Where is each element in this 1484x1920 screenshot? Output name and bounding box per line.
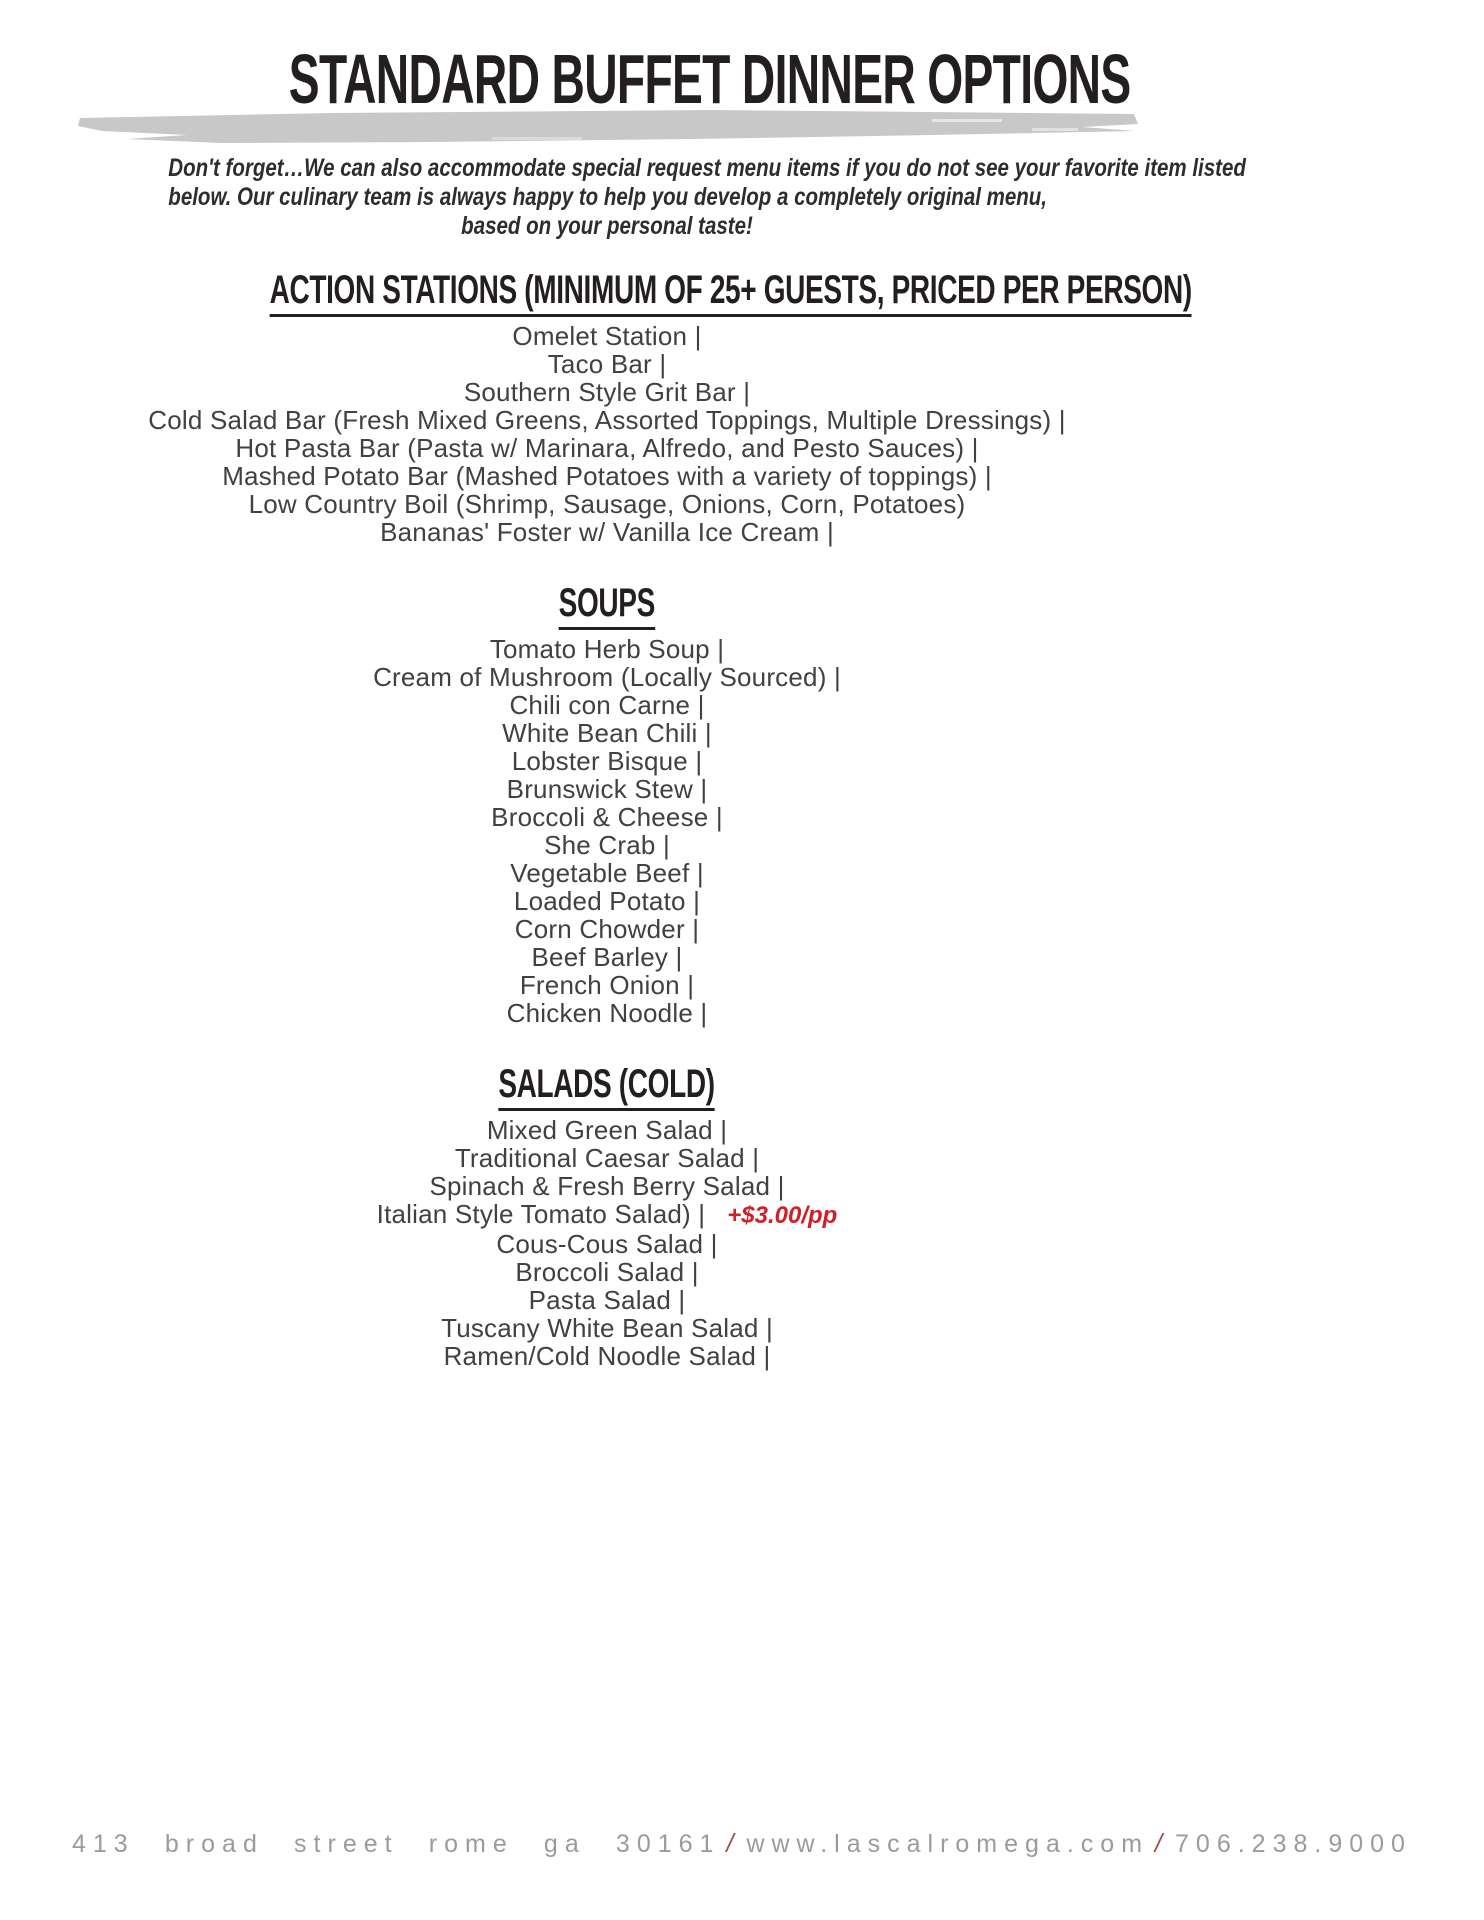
section-heading xyxy=(72,580,1142,630)
menu-content-column xyxy=(72,0,1246,1371)
menu-item-text: Corn Chowder | xyxy=(514,914,700,944)
footer-address: 413 broad street rome ga 30161 xyxy=(72,1830,721,1858)
menu-item xyxy=(72,1286,1142,1314)
section-heading xyxy=(72,1061,1142,1111)
menu-item xyxy=(72,462,1142,490)
menu-item-text: Southern Style Grit Bar | xyxy=(463,377,751,407)
menu-item-price: +$3.00/pp xyxy=(727,1202,838,1229)
footer xyxy=(72,1828,1412,1859)
menu-item xyxy=(72,490,1142,518)
section-heading-text: SOUPS xyxy=(559,580,655,630)
menu-sections xyxy=(72,267,1192,1371)
title-block xyxy=(72,38,1142,150)
menu-item xyxy=(72,887,1142,915)
menu-item xyxy=(72,1144,1142,1172)
menu-item-text: Broccoli & Cheese | xyxy=(491,802,723,832)
menu-section xyxy=(72,580,1142,1027)
intro-line: Don't forget…We can also accommodate special request menu items if you do not see your favorite item listed xyxy=(168,154,1246,182)
menu-item xyxy=(72,831,1142,859)
menu-item-text: Brunswick Stew | xyxy=(506,774,708,804)
intro-paragraph xyxy=(72,154,1246,241)
menu-item xyxy=(72,803,1142,831)
menu-item xyxy=(72,1200,1142,1230)
menu-item-text: Broccoli Salad | xyxy=(515,1257,699,1287)
menu-item-text: She Crab | xyxy=(544,830,670,860)
menu-item-text: Low Country Boil (Shrimp, Sausage, Onions, Corn, Potatoes) xyxy=(248,489,966,519)
intro-line: below. Our culinary team is always happy to help you develop a completely original menu, xyxy=(168,183,1047,211)
menu-item xyxy=(72,434,1142,462)
menu-item xyxy=(72,943,1142,971)
menu-item xyxy=(72,406,1142,434)
footer-separator-slash: / xyxy=(1154,1828,1170,1858)
menu-item-text: Vegetable Beef | xyxy=(510,858,704,888)
menu-item xyxy=(72,322,1142,350)
menu-item xyxy=(72,1258,1142,1286)
menu-item-text: Mashed Potato Bar (Mashed Potatoes with a variety of toppings) | xyxy=(222,461,992,491)
menu-item xyxy=(72,378,1142,406)
menu-item-text: Traditional Caesar Salad | xyxy=(454,1143,760,1173)
section-heading-text: SALADS (COLD) xyxy=(499,1061,715,1111)
menu-item xyxy=(72,999,1142,1027)
menu-item xyxy=(72,971,1142,999)
menu-item-text: Taco Bar | xyxy=(547,349,667,379)
menu-item xyxy=(72,350,1142,378)
menu-item-text: Loaded Potato | xyxy=(513,886,701,916)
menu-item-text: Beef Barley | xyxy=(531,942,683,972)
menu-item-text: Tuscany White Bean Salad | xyxy=(441,1313,773,1343)
menu-item xyxy=(72,1314,1142,1342)
menu-item-text: Hot Pasta Bar (Pasta w/ Marinara, Alfredo, and Pesto Sauces) | xyxy=(235,433,979,463)
menu-section xyxy=(72,267,1192,547)
menu-item xyxy=(72,1230,1142,1258)
menu-item-text: Cream of Mushroom (Locally Sourced) | xyxy=(373,662,841,692)
menu-item xyxy=(72,1116,1142,1144)
menu-item xyxy=(72,915,1142,943)
menu-item-text: Cold Salad Bar (Fresh Mixed Greens, Assorted Toppings, Multiple Dressings) | xyxy=(148,405,1066,435)
menu-item xyxy=(72,859,1142,887)
menu-item-text: Pasta Salad | xyxy=(528,1285,686,1315)
menu-item-text: Chili con Carne | xyxy=(509,690,705,720)
menu-item-text: Tomato Herb Soup | xyxy=(489,634,725,664)
menu-item-text: Omelet Station | xyxy=(512,321,702,351)
menu-item xyxy=(72,775,1142,803)
menu-item-text: Spinach & Fresh Berry Salad | xyxy=(429,1171,785,1201)
menu-item-text: French Onion | xyxy=(519,970,695,1000)
menu-item xyxy=(72,1342,1142,1370)
menu-section xyxy=(72,1061,1142,1370)
footer-website: www.lascalromega.com xyxy=(746,1830,1150,1858)
footer-phone: 706.238.9000 xyxy=(1175,1830,1412,1858)
menu-item xyxy=(72,691,1142,719)
menu-item xyxy=(72,663,1142,691)
section-heading-text: ACTION STATIONS (MINIMUM OF 25+ GUESTS, PRICED PER PERSON) xyxy=(270,267,1192,317)
menu-item xyxy=(72,518,1142,546)
menu-item xyxy=(72,1172,1142,1200)
menu-item xyxy=(72,719,1142,747)
menu-item-text: Ramen/Cold Noodle Salad | xyxy=(443,1341,771,1371)
menu-item xyxy=(72,747,1142,775)
section-heading xyxy=(72,267,1192,317)
menu-item-text: Cous-Cous Salad | xyxy=(496,1229,718,1259)
menu-item-text: Chicken Noodle | xyxy=(506,998,708,1028)
intro-line: based on your personal taste! xyxy=(461,212,753,240)
menu-item-text: Italian Style Tomato Salad) | xyxy=(376,1199,706,1229)
menu-item-text: Mixed Green Salad | xyxy=(486,1115,728,1145)
page-title xyxy=(72,38,1142,120)
footer-separator-slash: / xyxy=(726,1828,741,1858)
menu-item-text: White Bean Chili | xyxy=(502,718,712,748)
page-title-text: STANDARD BUFFET DINNER OPTIONS xyxy=(288,40,1131,118)
menu-item xyxy=(72,635,1142,663)
menu-item-text: Lobster Bisque | xyxy=(511,746,703,776)
menu-item-text: Bananas' Foster w/ Vanilla Ice Cream | xyxy=(380,517,834,547)
